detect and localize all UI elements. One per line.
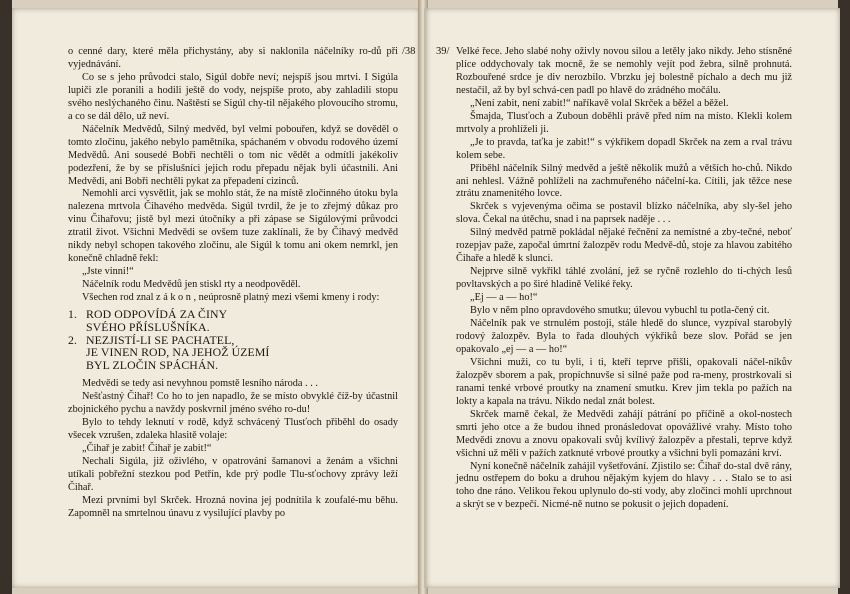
paragraph: Nejprve silně vykřikl táhlé zvolání, jež se ryčně rozlehlo do ti-chých lesů povltavských a po širé hladině Veliké řeky. <box>456 266 792 291</box>
decree-number: 2. <box>68 332 78 347</box>
paragraph: Přiběhl náčelník Silný medvěd a ještě několik mužů a větších ho-chů. Nikdo ani nehlesl. Vážně pohlíželi na zachmuřeného náčelní-ka. Cítili, jak těžce nese ztrátu znamenitého lovce. <box>456 162 792 200</box>
decree-item-1 <box>68 307 398 334</box>
paragraph: Silný medvěd patrně pokládal nějaké řečnění za nemístné a zby-tečné, neboť rozepjav paže, započal úmrtní žalozpěv rodu Medvě-dů, stoje za hlavou zabitého Čihaře a hledě k slunci. <box>456 227 792 265</box>
right-page-number: 39/ <box>436 46 450 57</box>
paragraph: Šmajda, Tlusťoch a Zuboun doběhli právě před ním na místo. Klekli kolem mrtvoly a prohlíželi ji. <box>456 110 792 135</box>
paragraph: „Jste vinni!“ <box>82 266 134 278</box>
left-page <box>12 8 422 588</box>
paragraph: Skrček marně čekal, že Medvědi zahájí pátrání po příčině a okol-nostech smrti jeho otce a že budou ihned pronásledovat opovážlivé vrahy. Místo toho Medvědi znovu a znovu opakovali svůj kvílivý žalozpěv a přestali, teprve když všichni už měli v pažích zatknuté vrbové proutky a všichni byli pomazáni krví. <box>456 408 792 459</box>
paragraph: Nechali Sigúla, již oživlého, v opatrování šamanovi a ženám a všichni utíkali pobřežní stezkou pod Petřín, kde prý podle Tlu-sťochovy zprávy leží Čihař. <box>68 455 398 493</box>
decree-line: SVÉHO PŘÍSLUŠNÍKA. <box>86 319 210 334</box>
paragraph: Bylo v něm plno opravdového smutku; úlevou vybuchl tu potla-čený cit. <box>470 305 770 317</box>
decree-line: ROD ODPOVÍDÁ ZA ČINY <box>86 307 228 322</box>
paragraph: Nešťastný Čihař! Co ho to jen napadlo, že se místo obvyklé číž-by účastnil zbojnického pychu a navždy poskvrnil jméno svého ro-du! <box>68 391 398 415</box>
paragraph: Bylo to tehdy leknutí v rodě, když schvácený Tlusťoch přiběhl do osady všecek vzrušen, zdaleka hlasitě volaje: <box>68 416 398 441</box>
decree-line: NEZJISTÍ-LI SE PACHATEL, <box>86 332 235 347</box>
paragraph: Skrček s vyjevenýma očima se postavil blízko náčelníka, aby sly-šel jeho slova. Čekal na útěchu, snad i na paprsek naděje . . . <box>456 201 792 226</box>
paragraph: Nemohli arci vysvětlit, jak se mohlo stát, že na místě zločinného útoku byla nalezena mrtvola Čihavého medvěda. Sigúl tvrdil, že je to zřejmý důkaz pro vinu Čihařovu; jistě byl mezi útočníky a při zápase se Sigúlovými průvodci ztratil život. Všichni Medvědi se ovšem tuze zaklínali, že by Čihavý medvěd nikdy nebyl schopen takového zločinu, ale Sigúl k tomu ani okem nemrkl, jen konečně chladně řekl: <box>68 188 398 265</box>
paragraph: o cenné dary, které měla přichystány, aby si naklonila náčelníky ro-dů při vyjednávání. <box>68 46 398 70</box>
paragraph: Medvědi se tedy asi nevyhnou pomstě lesního národa . . . <box>82 378 318 390</box>
paragraph: „Je to pravda, taťka je zabit!“ s výkřikem dopadl Skrček na zem a rval trávu kolem sebe. <box>456 136 792 161</box>
paragraph: Co se s jeho průvodci stalo, Sigúl dobře neví; nejspíš jsou mrtvi. I Sigúla lupiči zle poranili a hodili ještě do vody, nejspíše proto, aby zahladili stopu svého neslýchaného činu. Naštěstí se Sigúl chy-til nějakého plovoucího stromu, a co se dál dělo, už neví. <box>68 71 398 122</box>
left-page-text <box>68 46 398 521</box>
paragraph: Náčelník rodu Medvědů jen stiskl rty a neodpověděl. <box>82 279 301 291</box>
paragraph: Náčelník Medvědů, Silný medvěd, byl velmi pobouřen, když se dověděl o tomto zločinu, jakého nebylo pamětníka, spáchaném v obvodu rodového území Medvědů. Ani sousedé Bobři nechtěli o tom nic vědět a odmítli jakékoliv podezření, že by se příslušníci jejich rodu přepadu nějak byli účastnili. Ani Medvědi, ani Bobři nechtěli pykat za přepadení cizinců. <box>68 123 398 187</box>
left-page-number: /38 <box>402 46 416 57</box>
paragraph: Mezi prvními byl Skrček. Hrozná novina jej podnítila k zoufalé-mu běhu. Zapomněl na smrtelnou únavu z vysilující plavby po <box>68 494 398 519</box>
paragraph: „Ej — a — ho!“ <box>470 292 538 304</box>
right-page <box>424 8 840 588</box>
paragraph: Nyní konečně náčelník zahájil vyšetřování. Zjistilo se: Čihař do-stal dvě rány, jednu ostřepem do boku a druhou nějakým kyjem do hlavy . . . Stalo se to asi toho dne ráno. Velikou řekou uplynulo do-sti vody, aby zločinci mohli uprchnout a skrýt se v bezpečí. Nicmé-ně nutno se pokusit o jejich dopadení. <box>456 460 792 511</box>
paragraph: „Není zabit, není zabit!“ naříkavě volal Skrček a běžel a běžel. <box>470 97 729 109</box>
right-page-text <box>456 46 792 512</box>
decree-line: BYL ZLOČIN SPÁCHÁN. <box>86 358 219 373</box>
paragraph: Všechen rod znal z á k o n , neúprosně platný mezi všemi kmeny i rody: <box>82 292 380 304</box>
paragraph: Náčelník pak ve strnulém postoji, stále hledě do slunce, vyzpíval starobylý rodový žalozpěv. Byla to řada dlouhých výkřiků beze slov. Pořád se jen opakovalo „ej — a — ho!“ <box>456 318 792 355</box>
decree-line: JE VINEN ROD, NA JEHOŽ ÚZEMÍ <box>86 345 270 360</box>
paragraph: Všichni muži, co tu byli, i ti, kteří teprve přišli, opakovali náčel-níkův žalozpěv sborem a pak, propíchnuvše si silné paže pod ra-meny, prostrkovali si ranami tenké vrbové proutky na znamení smutku. Krev jim tekla po pažích na lokty a kapala na trávu. Nikdo nedal znát bolest. <box>456 356 792 407</box>
decree-item-2 <box>68 332 398 373</box>
decree-number: 1. <box>68 307 78 322</box>
paragraph: „Čihař je zabit! Čihař je zabit!“ <box>82 442 212 454</box>
left-edge <box>0 0 12 594</box>
paragraph: Velké řece. Jeho slabé nohy oživly novou silou a letěly jako nikdy. Jeho stísněné plíce oddychovaly tak mocně, že se nemohly vejít pod žebra, silně prohnutá. Rozbouřené srdce je div nerozbilo. Vbrzku jej bolestně píchalo a dech mu již nestačil, až by byl schvá-cen padl po hlavě do zrádného močálu. <box>456 46 792 96</box>
law-decree <box>68 308 398 372</box>
